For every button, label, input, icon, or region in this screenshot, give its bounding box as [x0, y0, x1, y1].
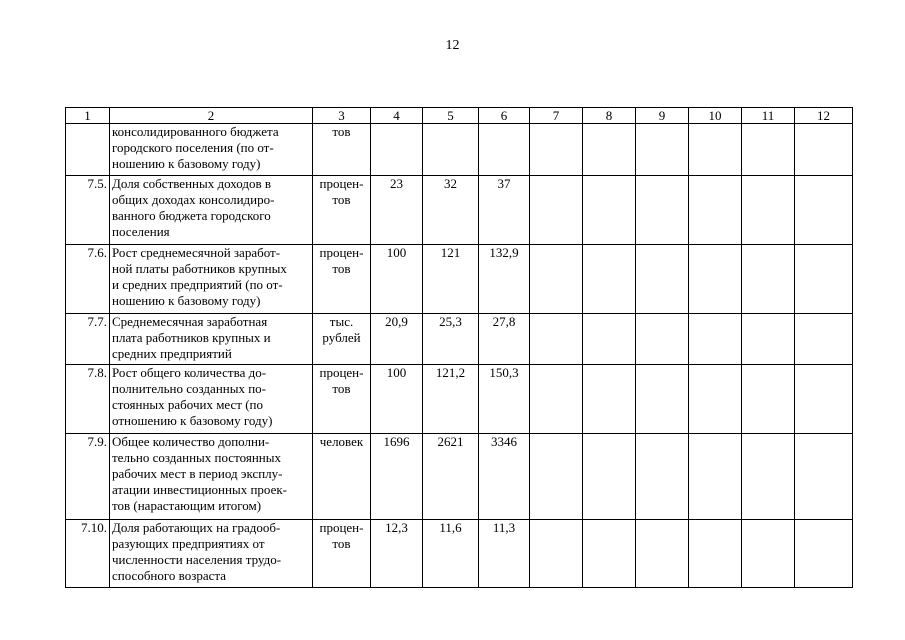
empty-cell	[583, 124, 636, 176]
empty-cell	[795, 245, 853, 314]
row-number: 7.6.	[66, 245, 110, 314]
value-col4: 12,3	[371, 520, 423, 588]
empty-cell	[530, 434, 583, 520]
empty-cell	[530, 520, 583, 588]
empty-cell	[689, 176, 742, 245]
unit-cell: процен- тов	[313, 245, 371, 314]
value-col4: 1696	[371, 434, 423, 520]
empty-cell	[795, 314, 853, 365]
indicator-name: Рост среднемесячной заработ- ной платы работников крупных и средних предприятий (по от- ношению к базовому году)	[110, 245, 313, 314]
value-col5: 11,6	[423, 520, 479, 588]
value-col6: 3346	[479, 434, 530, 520]
header-cell: 8	[583, 108, 636, 124]
empty-cell	[689, 124, 742, 176]
empty-cell	[636, 176, 689, 245]
empty-cell	[636, 520, 689, 588]
header-cell: 11	[742, 108, 795, 124]
value-col6: 11,3	[479, 520, 530, 588]
value-col5: 32	[423, 176, 479, 245]
row-number: 7.7.	[66, 314, 110, 365]
empty-cell	[583, 434, 636, 520]
empty-cell	[583, 365, 636, 434]
table-row	[66, 314, 853, 365]
value-col5: 121	[423, 245, 479, 314]
row-number: 7.10.	[66, 520, 110, 588]
indicator-name: Доля работающих на градооб- разующих предприятиях от численности населения трудо- способного возраста	[110, 520, 313, 588]
table-row	[66, 176, 853, 245]
value-col6: 27,8	[479, 314, 530, 365]
empty-cell	[689, 314, 742, 365]
empty-cell	[636, 314, 689, 365]
unit-cell: процен- тов	[313, 520, 371, 588]
empty-cell	[795, 365, 853, 434]
empty-cell	[583, 245, 636, 314]
unit-cell: тыс. рублей	[313, 314, 371, 365]
empty-cell	[742, 314, 795, 365]
row-number: 7.5.	[66, 176, 110, 245]
empty-cell	[636, 434, 689, 520]
indicator-name: Доля собственных доходов в общих доходах консолидиро- ванного бюджета городского поселения	[110, 176, 313, 245]
value-col4: 20,9	[371, 314, 423, 365]
value-col6: 150,3	[479, 365, 530, 434]
header-cell: 7	[530, 108, 583, 124]
empty-cell	[689, 365, 742, 434]
value-col5: 2621	[423, 434, 479, 520]
empty-cell	[795, 124, 853, 176]
unit-cell: процен- тов	[313, 176, 371, 245]
empty-cell	[583, 314, 636, 365]
value-col5	[423, 124, 479, 176]
empty-cell	[530, 176, 583, 245]
header-cell: 12	[795, 108, 853, 124]
indicator-name: консолидированного бюджета городского поселения (по от- ношению к базовому году)	[110, 124, 313, 176]
row-number	[66, 124, 110, 176]
indicators-table	[65, 107, 853, 588]
empty-cell	[742, 124, 795, 176]
header-cell: 9	[636, 108, 689, 124]
unit-cell: человек	[313, 434, 371, 520]
empty-cell	[742, 176, 795, 245]
empty-cell	[689, 245, 742, 314]
header-cell: 2	[110, 108, 313, 124]
unit-cell: тов	[313, 124, 371, 176]
empty-cell	[583, 176, 636, 245]
value-col6	[479, 124, 530, 176]
empty-cell	[530, 365, 583, 434]
header-cell: 5	[423, 108, 479, 124]
header-cell: 10	[689, 108, 742, 124]
empty-cell	[795, 520, 853, 588]
empty-cell	[742, 520, 795, 588]
empty-cell	[636, 245, 689, 314]
empty-cell	[636, 124, 689, 176]
empty-cell	[583, 520, 636, 588]
empty-cell	[742, 245, 795, 314]
value-col4: 100	[371, 365, 423, 434]
empty-cell	[795, 434, 853, 520]
empty-cell	[689, 434, 742, 520]
page-number: 12	[445, 38, 460, 53]
value-col4: 23	[371, 176, 423, 245]
table-row	[66, 520, 853, 588]
value-col5: 25,3	[423, 314, 479, 365]
value-col4	[371, 124, 423, 176]
value-col5: 121,2	[423, 365, 479, 434]
table-row	[66, 124, 853, 176]
header-row	[66, 108, 853, 124]
empty-cell	[530, 245, 583, 314]
header-cell: 4	[371, 108, 423, 124]
empty-cell	[636, 365, 689, 434]
value-col6: 37	[479, 176, 530, 245]
unit-cell: процен- тов	[313, 365, 371, 434]
value-col4: 100	[371, 245, 423, 314]
table-row	[66, 434, 853, 520]
table-row	[66, 245, 853, 314]
row-number: 7.8.	[66, 365, 110, 434]
table-row	[66, 365, 853, 434]
empty-cell	[530, 124, 583, 176]
empty-cell	[795, 176, 853, 245]
indicator-name: Рост общего количества до- полнительно созданных по- стоянных рабочих мест (по отношению к базовому году)	[110, 365, 313, 434]
header-cell: 3	[313, 108, 371, 124]
indicator-name: Общее количество дополни- тельно созданных постоянных рабочих мест в период эксплу- атации инвестиционных проек- тов (нарастающим итогом)	[110, 434, 313, 520]
empty-cell	[530, 314, 583, 365]
value-col6: 132,9	[479, 245, 530, 314]
empty-cell	[742, 365, 795, 434]
empty-cell	[742, 434, 795, 520]
empty-cell	[689, 520, 742, 588]
row-number: 7.9.	[66, 434, 110, 520]
header-cell: 6	[479, 108, 530, 124]
indicator-name: Среднемесячная заработная плата работников крупных и средних предприятий	[110, 314, 313, 365]
header-cell: 1	[66, 108, 110, 124]
